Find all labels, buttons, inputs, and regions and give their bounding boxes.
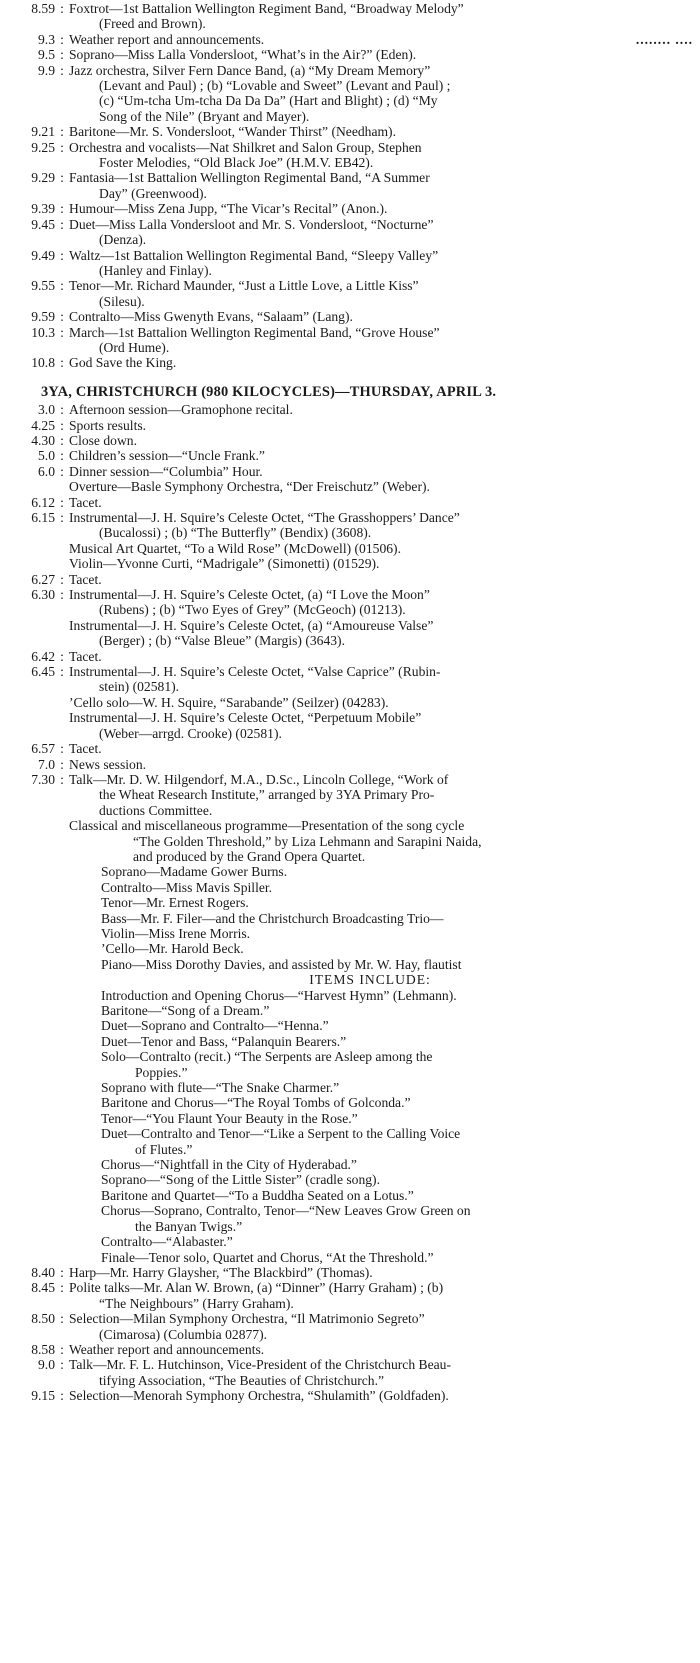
entry-colon: : [60, 1357, 64, 1373]
performer-line: Contralto—Miss Mavis Spiller. [101, 879, 273, 895]
entry-time: 6.45 [31, 664, 55, 680]
entry-text-line: Weather report and announcements. ........ .... [69, 31, 693, 47]
entry-text-line: Children’s session—“Uncle Frank.” [69, 448, 265, 464]
entry-text-line: Instrumental—J. H. Squire’s Celeste Octet, “Valse Caprice” (Rubin- [69, 664, 441, 680]
entry-text-line: Overture—Basle Symphony Orchestra, “Der Freischutz” (Weber). [69, 479, 430, 495]
entry-text-line: (Silesu). [99, 293, 145, 309]
song-item [101, 988, 693, 1003]
entry-time: 6.12 [31, 494, 55, 510]
entry-text-line: Soprano—Miss Lalla Vondersloot, “What’s in the Air?” (Eden). [69, 47, 417, 63]
program-entry [7, 495, 693, 510]
entry-time: 9.9 [38, 62, 55, 78]
song-item-line: Soprano with flute—“The Snake Charmer.” [101, 1080, 340, 1096]
song-item [101, 1172, 693, 1187]
entry-time: 8.45 [31, 1280, 55, 1296]
program-sub-entry [7, 710, 693, 741]
song-item [101, 1018, 693, 1033]
performer-line: ’Cello—Mr. Harold Beck. [101, 941, 244, 957]
entry-time: 9.55 [31, 278, 55, 294]
program-entry [7, 124, 693, 139]
entry-body [69, 510, 693, 541]
program-entry [7, 325, 693, 356]
entry-text-line: Tacet. [69, 571, 102, 587]
song-item-line: Tenor—“You Flaunt Your Beauty in the Rose.” [101, 1110, 358, 1126]
entry-text-line: tifying Association, “The Beauties of Christchurch.” [99, 1372, 385, 1388]
song-item-line: Poppies.” [135, 1064, 188, 1080]
program-entry [7, 355, 693, 370]
entry-body [69, 1311, 693, 1342]
entry-colon: : [60, 1311, 64, 1327]
entry-text-line: (Freed and Brown). [99, 16, 206, 32]
entry-text-line: News session. [69, 756, 147, 772]
entry-body [69, 63, 693, 125]
entry-colon: : [60, 571, 64, 587]
entry-time: 4.30 [31, 432, 55, 448]
entry-time: 9.5 [38, 47, 55, 63]
song-item-line: Contralto—“Alabaster.” [101, 1234, 233, 1250]
entry-body [69, 217, 693, 248]
program-entry [7, 464, 693, 479]
entry-colon: : [60, 31, 64, 47]
entry-time: 5.0 [38, 448, 55, 464]
entry-body [69, 1357, 693, 1388]
entry-text-line: Close down. [69, 432, 137, 448]
entry-body [69, 309, 693, 324]
entry-colon: : [60, 741, 64, 757]
entry-time: 9.0 [38, 1357, 55, 1373]
entry-text-line: Waltz—1st Battalion Wellington Regimental Band, “Sleepy Valley” [69, 247, 439, 263]
entry-body [69, 464, 693, 479]
top-program-list [7, 1, 693, 371]
entry-body [69, 495, 693, 510]
program-entry [7, 757, 693, 772]
program-b-list [7, 1265, 693, 1404]
entry-time: 7.0 [38, 756, 55, 772]
program-entry [7, 140, 693, 171]
program-entry [7, 1, 693, 32]
song-item [101, 1234, 693, 1249]
program-entry [7, 217, 693, 248]
entry-body [69, 587, 693, 618]
song-item [101, 1095, 693, 1110]
performer-line: Piano—Miss Dorothy Davies, and assisted by Mr. W. Hay, flautist [101, 956, 462, 972]
entry-time: 6.42 [31, 648, 55, 664]
entry-text-line: Polite talks—Mr. Alan W. Brown, (a) “Dinner” (Harry Graham) ; (b) [69, 1280, 444, 1296]
entry-time: 8.58 [31, 1341, 55, 1357]
song-item [101, 1111, 693, 1126]
entry-time: 9.49 [31, 247, 55, 263]
entry-body [69, 433, 693, 448]
song-item [101, 1203, 693, 1234]
program-sub-entry [7, 679, 693, 694]
entry-body [69, 418, 693, 433]
program-entry [7, 32, 693, 47]
classical-intro-line: and produced by the Grand Opera Quartet. [133, 848, 366, 864]
program-entry [7, 201, 693, 216]
entry-text-line: Baritone—Mr. S. Vondersloot, “Wander Thirst” (Needham). [69, 124, 396, 140]
entry-colon: : [60, 247, 64, 263]
entry-text-line: (Berger) ; (b) “Valse Bleue” (Margis) (3643). [99, 633, 345, 649]
entry-text-line: God Save the King. [69, 355, 177, 371]
entry-colon: : [60, 587, 64, 603]
entry-colon: : [60, 1264, 64, 1280]
song-item [101, 1080, 693, 1095]
entry-text-line: Tacet. [69, 494, 102, 510]
song-item-line: Duet—Soprano and Contralto—“Henna.” [101, 1018, 329, 1034]
song-item [101, 1049, 693, 1080]
program-entry [7, 278, 693, 309]
entry-colon: : [60, 432, 64, 448]
entry-text-line: Contralto—Miss Gwenyth Evans, “Salaam” (Lang). [69, 309, 353, 325]
entry-body [69, 1342, 693, 1357]
entry-body [69, 757, 693, 772]
entry-colon: : [60, 510, 64, 525]
entry-text-line: ’Cello solo—W. H. Squire, “Sarabande” (Seilzer) (04283). [69, 694, 389, 710]
song-item [101, 1157, 693, 1172]
entry-text-line: (Levant and Paul) ; (b) “Lovable and Sweet” (Levant and Paul) ; [99, 78, 451, 94]
entry-text-line: Tenor—Mr. Richard Maunder, “Just a Little Love, a Little Kiss” [69, 278, 419, 294]
entry-time: 4.25 [31, 417, 55, 433]
entry-text-line: Foxtrot—1st Battalion Wellington Regiment Band, “Broadway Melody” [69, 1, 464, 16]
entry-text-line: Harp—Mr. Harry Glaysher, “The Blackbird” (Thomas). [69, 1264, 373, 1280]
song-item-line: Chorus—“Nightfall in the City of Hyderabad.” [101, 1157, 357, 1173]
program-entry [7, 587, 693, 618]
entry-body [69, 664, 693, 679]
entry-colon: : [60, 1341, 64, 1357]
song-item [101, 1126, 693, 1157]
entry-colon: : [60, 216, 64, 232]
program-entry [7, 1265, 693, 1280]
entry-body [69, 741, 693, 756]
song-item-line: Baritone—“Song of a Dream.” [101, 1003, 270, 1018]
program-entry [7, 63, 693, 125]
classical-intro [7, 818, 693, 864]
program-entry [7, 1357, 693, 1388]
performer-line: Soprano—Madame Gower Burns. [101, 864, 288, 880]
entry-time: 9.29 [31, 170, 55, 186]
program-entry [7, 170, 693, 201]
entry-text-line: (Cimarosa) (Columbia 02877). [99, 1326, 268, 1342]
entry-text-line: (Bucalossi) ; (b) “The Butterfly” (Bendix) (3608). [99, 525, 372, 541]
program-entry [7, 1388, 693, 1403]
entry-text-line: Selection—Menorah Symphony Orchestra, “Shulamith” (Goldfaden). [69, 1388, 449, 1404]
entry-colon: : [60, 201, 64, 217]
program-entry [7, 47, 693, 62]
performer-line: Bass—Mr. F. Filer—and the Christchurch Broadcasting Trio— [101, 910, 444, 926]
program-sub-entry [7, 541, 693, 556]
song-item-line: Soprano—“Song of the Little Sister” (cradle song). [101, 1172, 380, 1188]
song-item [101, 1034, 693, 1049]
entry-time: 9.15 [31, 1388, 55, 1404]
entry-text-line: Song of the Nile” (Bryant and Mayer). [99, 108, 310, 124]
program-sub-entry [7, 479, 693, 494]
program-entry [7, 649, 693, 664]
entry-colon: : [60, 771, 64, 787]
entry-time: 6.0 [38, 463, 55, 479]
entry-time: 9.39 [31, 201, 55, 217]
entry-text-line: Instrumental—J. H. Squire’s Celeste Octet, (a) “Amoureuse Valse” [69, 617, 434, 633]
entry-colon: : [60, 47, 64, 63]
leader-dots: ........ .... [635, 31, 693, 47]
entry-time: 7.30 [31, 771, 55, 787]
entry-text-line: Musical Art Quartet, “To a Wild Rose” (McDowell) (01506). [69, 540, 401, 556]
program-sub-entry [7, 556, 693, 571]
program-entry [7, 402, 693, 417]
classical-intro-line: Classical and miscellaneous programme—Presentation of the song cycle [69, 818, 465, 834]
items-list [7, 988, 693, 1265]
entry-body [69, 355, 693, 370]
program-entry [7, 664, 693, 679]
entry-text-line: ductions Committee. [99, 802, 213, 818]
entry-time: 6.15 [31, 510, 55, 525]
entry-time: 6.57 [31, 741, 55, 757]
entry-text-line: Instrumental—J. H. Squire’s Celeste Octet, “Perpetuum Mobile” [69, 710, 422, 726]
entry-time: 8.40 [31, 1264, 55, 1280]
entry-time: 9.45 [31, 216, 55, 232]
entry-body [69, 278, 693, 309]
program-entry [7, 1342, 693, 1357]
program-entry [7, 572, 693, 587]
performer-line: Tenor—Mr. Ernest Rogers. [101, 895, 249, 911]
song-item [101, 1250, 693, 1265]
entry-text-line: Instrumental—J. H. Squire’s Celeste Octet, “The Grasshoppers’ Dance” [69, 510, 460, 525]
entry-body [69, 448, 693, 463]
entry-body [69, 201, 693, 216]
program-entry [7, 309, 693, 324]
entry-body [69, 325, 693, 356]
entry-text-line: Afternoon session—Gramophone recital. [69, 402, 293, 418]
program-entry [7, 741, 693, 756]
entry-body [69, 170, 693, 201]
song-item-line: Duet—Contralto and Tenor—“Like a Serpent to the Calling Voice [101, 1126, 461, 1142]
entry-body [69, 124, 693, 139]
program-a-list [7, 402, 693, 818]
entry-text-line: the Wheat Research Institute,” arranged by 3YA Primary Pro- [99, 787, 435, 803]
entry-body [69, 47, 693, 62]
entry-body [69, 1280, 693, 1311]
entry-body [69, 1, 693, 32]
entry-colon: : [60, 756, 64, 772]
entry-time: 9.21 [31, 124, 55, 140]
entry-text-line: Humour—Miss Zena Jupp, “The Vicar’s Recital” (Anon.). [69, 201, 388, 217]
song-item-line: Baritone and Quartet—“To a Buddha Seated on a Lotus.” [101, 1187, 414, 1203]
program-entry [7, 510, 693, 541]
entry-text-line: (Weber—arrgd. Crooke) (02581). [99, 725, 282, 741]
entry-text-line: Duet—Miss Lalla Vondersloot and Mr. S. Vondersloot, “Nocturne” [69, 216, 434, 232]
entry-colon: : [60, 664, 64, 680]
program-entry [7, 433, 693, 448]
entry-text-line: Tacet. [69, 741, 102, 757]
entry-text-line: “The Neighbours” (Harry Graham). [99, 1295, 294, 1311]
song-item-line: the Banyan Twigs.” [135, 1218, 243, 1234]
entry-text-line: Selection—Milan Symphony Orchestra, “Il Matrimonio Segreto” [69, 1311, 425, 1327]
station-heading: 3YA, CHRISTCHURCH (980 KILOCYCLES)—THURSDAY, APRIL 3. [41, 383, 497, 400]
entry-colon: : [60, 62, 64, 78]
song-item-line: Solo—Contralto (recit.) “The Serpents are Asleep among the [101, 1049, 433, 1065]
entry-colon: : [60, 309, 64, 325]
song-item-line: of Flutes.” [135, 1141, 193, 1157]
song-item-line: Finale—Tenor solo, Quartet and Chorus, “At the Threshold.” [101, 1249, 434, 1265]
entry-text-line: (Ord Hume). [99, 339, 170, 355]
entry-text-line: Jazz orchestra, Silver Fern Dance Band, (a) “My Dream Memory” [69, 62, 431, 78]
entry-colon: : [60, 170, 64, 186]
entry-text-line: (Hanley and Finlay). [99, 262, 212, 278]
entry-text-line: stein) (02581). [99, 679, 180, 695]
entry-colon: : [60, 1388, 64, 1404]
program-entry [7, 248, 693, 279]
entry-time: 10.8 [31, 355, 55, 371]
entry-colon: : [60, 463, 64, 479]
entry-body [69, 1265, 693, 1280]
performer-line: Violin—Miss Irene Morris. [101, 925, 251, 941]
program-sub-entry [7, 695, 693, 710]
program-sub-entry [7, 618, 693, 649]
entry-time: 9.59 [31, 309, 55, 325]
entry-time: 6.30 [31, 587, 55, 603]
entry-text-line: Instrumental—J. H. Squire’s Celeste Octet, (a) “I Love the Moon” [69, 587, 430, 603]
entry-text-line: Dinner session—“Columbia” Hour. [69, 463, 263, 479]
entry-time: 3.0 [38, 402, 55, 418]
song-item-line: Introduction and Opening Chorus—“Harvest Hymn” (Lehmann). [101, 987, 457, 1003]
entry-colon: : [60, 324, 64, 340]
entry-text-line: March—1st Battalion Wellington Regimental Band, “Grove House” [69, 324, 440, 340]
song-item-line: Duet—Tenor and Bass, “Palanquin Bearers.” [101, 1033, 347, 1049]
entry-time: 10.3 [31, 324, 55, 340]
entry-text-line: Foster Melodies, “Old Black Joe” (H.M.V. EB42). [99, 155, 374, 171]
entry-colon: : [60, 417, 64, 433]
entry-text-line: (Rubens) ; (b) “Two Eyes of Grey” (McGeoch) (01213). [99, 602, 406, 618]
entry-text-line: Sports results. [69, 417, 147, 433]
entry-body [69, 32, 693, 47]
entry-colon: : [60, 278, 64, 294]
performers-list [7, 864, 693, 972]
items-heading: ITEMS INCLUDE: [309, 972, 431, 988]
program-entry [7, 1311, 693, 1342]
entry-text-line: (Denza). [99, 232, 147, 248]
entry-colon: : [60, 139, 64, 155]
song-item [101, 1188, 693, 1203]
entry-colon: : [60, 648, 64, 664]
program-entry [7, 418, 693, 433]
entry-colon: : [60, 448, 64, 464]
entry-text-line: Tacet. [69, 648, 102, 664]
program-entry [7, 772, 693, 818]
entry-text-line: Orchestra and vocalists—Nat Shilkret and Salon Group, Stephen [69, 139, 422, 155]
entry-colon: : [60, 1, 64, 16]
entry-time: 9.25 [31, 139, 55, 155]
song-item-line: Chorus—Soprano, Contralto, Tenor—“New Leaves Grow Green on [101, 1203, 471, 1219]
entry-colon: : [60, 355, 64, 371]
entry-body [69, 402, 693, 417]
entry-time: 6.27 [31, 571, 55, 587]
entry-body [69, 140, 693, 171]
entry-text-line: Fantasia—1st Battalion Wellington Regimental Band, “A Summer [69, 170, 430, 186]
program-entry [7, 1280, 693, 1311]
entry-body [69, 772, 693, 818]
entry-colon: : [60, 402, 64, 418]
entry-colon: : [60, 124, 64, 140]
entry-body [69, 649, 693, 664]
entry-text-line: Day” (Greenwood). [99, 185, 207, 201]
entry-body [69, 1388, 693, 1403]
entry-text-line: Talk—Mr. D. W. Hilgendorf, M.A., D.Sc., Lincoln College, “Work of [69, 771, 449, 787]
entry-time: 9.3 [38, 31, 55, 47]
entry-body [69, 572, 693, 587]
entry-text-line: (c) “Um-tcha Um-tcha Da Da Da” (Hart and Blight) ; (d) “My [99, 93, 438, 109]
song-item [101, 1003, 693, 1018]
program-entry [7, 448, 693, 463]
entry-text-line: Weather report and announcements. [69, 1341, 265, 1357]
entry-colon: : [60, 1280, 64, 1296]
song-item-line: Baritone and Chorus—“The Royal Tombs of Golconda.” [101, 1095, 411, 1111]
entry-body [69, 248, 693, 279]
entry-text-line: Violin—Yvonne Curti, “Madrigale” (Simonetti) (01529). [69, 556, 380, 572]
entry-text-line: Talk—Mr. F. L. Hutchinson, Vice-President of the Christchurch Beau- [69, 1357, 451, 1373]
entry-time: 8.50 [31, 1311, 55, 1327]
entry-colon: : [60, 494, 64, 510]
classical-intro-line: “The Golden Threshold,” by Liza Lehmann and Sarapini Naida, [133, 833, 482, 849]
entry-time: 8.59 [31, 1, 55, 16]
